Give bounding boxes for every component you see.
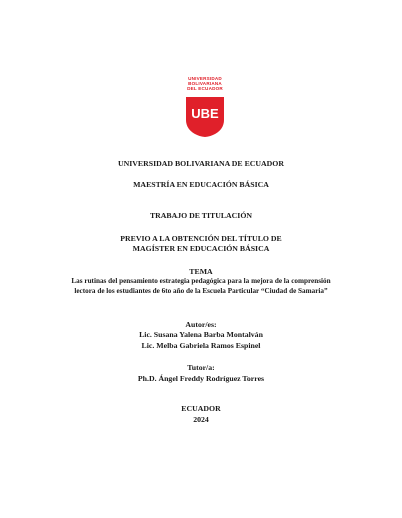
purpose-line-1: PREVIO A LA OBTENCIÓN DEL TÍTULO DE [120, 234, 282, 243]
logo-text-line-3: DEL ECUADOR [187, 86, 223, 92]
university-logo [181, 76, 229, 138]
program-name: MAESTRÍA EN EDUCACIÓN BÁSICA [133, 180, 269, 189]
year: 2024 [193, 415, 209, 424]
tema-line-1: Las rutinas del pensamiento estrategia pedagógica para la mejora de la comprensión [71, 277, 331, 285]
logo-text-line-2: BOLIVARIANA [188, 81, 222, 87]
work-type: TRABAJO DE TITULACIÓN [149, 211, 253, 220]
authors-heading: Autor/es: [185, 320, 217, 329]
tema-line-2: lectora de los estudiantes de 6to año de la Escuela Particular “Ciudad de Samaria” [74, 286, 328, 295]
purpose-line-2: MAGÍSTER EN EDUCACIÓN BÁSICA [132, 244, 270, 253]
author-1: Lic. Susana Yalena Barba Montalván [139, 330, 263, 339]
logo-mark-text: UBE [191, 105, 219, 121]
tutor-name: Ph.D. Ángel Freddy Rodríguez Torres [137, 374, 265, 383]
tema-heading: TEMA [189, 267, 213, 276]
ube-shield-icon [185, 96, 225, 138]
university-name: UNIVERSIDAD BOLIVARIANA DE ECUADOR [118, 159, 284, 168]
author-2: Lic. Melba Gabriela Ramos Espinel [141, 341, 261, 350]
country: ECUADOR [181, 404, 221, 413]
tutor-heading: Tutor/a: [187, 363, 215, 372]
logo-text-line-1: UNIVERSIDAD [188, 76, 222, 81]
tema-text [30, 277, 372, 296]
